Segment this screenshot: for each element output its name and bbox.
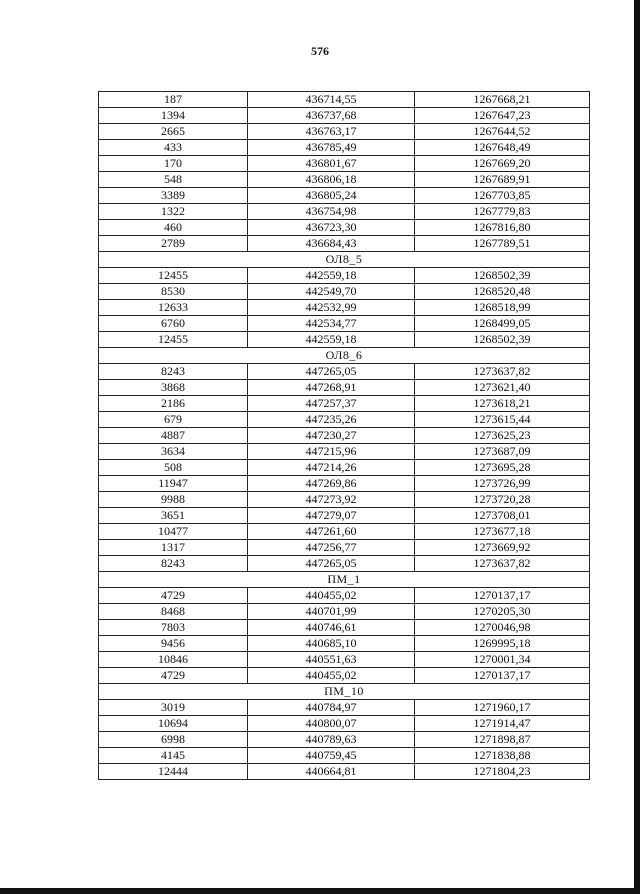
- table-row: [99, 476, 590, 492]
- table-row: [99, 156, 590, 172]
- x-coordinate-cell: 440746,61: [248, 620, 415, 636]
- point-number-cell: 170: [99, 156, 248, 172]
- x-coordinate-cell: 442559,18: [248, 268, 415, 284]
- x-coordinate-cell: 436737,68: [248, 108, 415, 124]
- table-row: [99, 524, 590, 540]
- y-coordinate-cell: 1270137,17: [415, 668, 590, 684]
- y-coordinate-cell: 1273677,18: [415, 524, 590, 540]
- table-row: [99, 236, 590, 252]
- table-row: [99, 748, 590, 764]
- x-coordinate-cell: 436801,67: [248, 156, 415, 172]
- x-coordinate-cell: 447265,05: [248, 364, 415, 380]
- table-row: [99, 588, 590, 604]
- table-row: [99, 556, 590, 572]
- x-coordinate-cell: 440455,02: [248, 588, 415, 604]
- table-row: [99, 460, 590, 476]
- point-number-cell: 548: [99, 172, 248, 188]
- point-number-cell: 2186: [99, 396, 248, 412]
- point-number-cell: 12633: [99, 300, 248, 316]
- table-row: [99, 108, 590, 124]
- y-coordinate-cell: 1268518,99: [415, 300, 590, 316]
- section-header-row: [99, 572, 590, 588]
- table-row: [99, 188, 590, 204]
- table-row: [99, 124, 590, 140]
- x-coordinate-cell: 447230,27: [248, 428, 415, 444]
- table-row: [99, 396, 590, 412]
- section-header-row: [99, 684, 590, 700]
- y-coordinate-cell: 1273621,40: [415, 380, 590, 396]
- table-row: [99, 540, 590, 556]
- y-coordinate-cell: 1270046,98: [415, 620, 590, 636]
- table-row: [99, 204, 590, 220]
- x-coordinate-cell: 447273,92: [248, 492, 415, 508]
- y-coordinate-cell: 1269995,18: [415, 636, 590, 652]
- y-coordinate-cell: 1271804,23: [415, 764, 590, 780]
- x-coordinate-cell: 447279,07: [248, 508, 415, 524]
- x-coordinate-cell: 436763,17: [248, 124, 415, 140]
- point-number-cell: 3389: [99, 188, 248, 204]
- x-coordinate-cell: 447257,37: [248, 396, 415, 412]
- x-coordinate-cell: 440701,99: [248, 604, 415, 620]
- point-number-cell: 9456: [99, 636, 248, 652]
- table-row: [99, 620, 590, 636]
- point-number-cell: 433: [99, 140, 248, 156]
- y-coordinate-cell: 1268499,05: [415, 316, 590, 332]
- point-number-cell: 3634: [99, 444, 248, 460]
- point-number-cell: 6760: [99, 316, 248, 332]
- x-coordinate-cell: 440759,45: [248, 748, 415, 764]
- section-title: ПМ_10: [99, 684, 590, 700]
- y-coordinate-cell: 1273708,01: [415, 508, 590, 524]
- table-row: [99, 284, 590, 300]
- table-row: [99, 380, 590, 396]
- y-coordinate-cell: 1267779,83: [415, 204, 590, 220]
- point-number-cell: 4729: [99, 668, 248, 684]
- x-coordinate-cell: 440551,63: [248, 652, 415, 668]
- table-row: [99, 220, 590, 236]
- y-coordinate-cell: 1267648,49: [415, 140, 590, 156]
- x-coordinate-cell: 442534,77: [248, 316, 415, 332]
- x-coordinate-cell: 436684,43: [248, 236, 415, 252]
- x-coordinate-cell: 440800,07: [248, 716, 415, 732]
- x-coordinate-cell: 447269,86: [248, 476, 415, 492]
- y-coordinate-cell: 1273618,21: [415, 396, 590, 412]
- y-coordinate-cell: 1273695,28: [415, 460, 590, 476]
- y-coordinate-cell: 1273720,28: [415, 492, 590, 508]
- point-number-cell: 1322: [99, 204, 248, 220]
- point-number-cell: 8530: [99, 284, 248, 300]
- point-number-cell: 2665: [99, 124, 248, 140]
- x-coordinate-cell: 436806,18: [248, 172, 415, 188]
- point-number-cell: 8243: [99, 556, 248, 572]
- coordinates-table-body: [99, 92, 590, 780]
- table-row: [99, 604, 590, 620]
- point-number-cell: 9988: [99, 492, 248, 508]
- x-coordinate-cell: 447215,96: [248, 444, 415, 460]
- x-coordinate-cell: 436754,98: [248, 204, 415, 220]
- y-coordinate-cell: 1273669,92: [415, 540, 590, 556]
- x-coordinate-cell: 436714,55: [248, 92, 415, 108]
- x-coordinate-cell: 436805,24: [248, 188, 415, 204]
- y-coordinate-cell: 1268502,39: [415, 332, 590, 348]
- y-coordinate-cell: 1267644,52: [415, 124, 590, 140]
- table-row: [99, 364, 590, 380]
- point-number-cell: 508: [99, 460, 248, 476]
- table-row: [99, 172, 590, 188]
- table-row: [99, 316, 590, 332]
- x-coordinate-cell: 442549,70: [248, 284, 415, 300]
- x-coordinate-cell: 447261,60: [248, 524, 415, 540]
- y-coordinate-cell: 1270001,34: [415, 652, 590, 668]
- y-coordinate-cell: 1273726,99: [415, 476, 590, 492]
- scan-edge-bottom: [0, 888, 640, 894]
- scan-edge-right: [634, 0, 640, 894]
- y-coordinate-cell: 1267703,85: [415, 188, 590, 204]
- table-row: [99, 412, 590, 428]
- y-coordinate-cell: 1271898,87: [415, 732, 590, 748]
- x-coordinate-cell: 440784,97: [248, 700, 415, 716]
- x-coordinate-cell: 436723,30: [248, 220, 415, 236]
- table-row: [99, 140, 590, 156]
- section-header-row: [99, 252, 590, 268]
- point-number-cell: 4729: [99, 588, 248, 604]
- point-number-cell: 3019: [99, 700, 248, 716]
- y-coordinate-cell: 1271960,17: [415, 700, 590, 716]
- section-header-row: [99, 348, 590, 364]
- point-number-cell: 3868: [99, 380, 248, 396]
- y-coordinate-cell: 1273615,44: [415, 412, 590, 428]
- y-coordinate-cell: 1267669,20: [415, 156, 590, 172]
- y-coordinate-cell: 1267647,23: [415, 108, 590, 124]
- section-title: ОЛ8_5: [99, 252, 590, 268]
- section-title: ПМ_1: [99, 572, 590, 588]
- point-number-cell: 4145: [99, 748, 248, 764]
- point-number-cell: 11947: [99, 476, 248, 492]
- y-coordinate-cell: 1273687,09: [415, 444, 590, 460]
- page-number: 576: [311, 44, 329, 58]
- x-coordinate-cell: 447256,77: [248, 540, 415, 556]
- point-number-cell: 460: [99, 220, 248, 236]
- table-row: [99, 508, 590, 524]
- x-coordinate-cell: 442532,99: [248, 300, 415, 316]
- coordinates-table: [98, 91, 590, 780]
- point-number-cell: 187: [99, 92, 248, 108]
- table-row: [99, 716, 590, 732]
- x-coordinate-cell: 447265,05: [248, 556, 415, 572]
- table-row: [99, 444, 590, 460]
- table-row: [99, 764, 590, 780]
- y-coordinate-cell: 1267789,51: [415, 236, 590, 252]
- y-coordinate-cell: 1271914,47: [415, 716, 590, 732]
- table-row: [99, 92, 590, 108]
- table-row: [99, 700, 590, 716]
- point-number-cell: 679: [99, 412, 248, 428]
- table-row: [99, 300, 590, 316]
- table-row: [99, 652, 590, 668]
- x-coordinate-cell: 447235,26: [248, 412, 415, 428]
- table-row: [99, 268, 590, 284]
- point-number-cell: 7803: [99, 620, 248, 636]
- y-coordinate-cell: 1268502,39: [415, 268, 590, 284]
- x-coordinate-cell: 440664,81: [248, 764, 415, 780]
- x-coordinate-cell: 440685,10: [248, 636, 415, 652]
- y-coordinate-cell: 1268520,48: [415, 284, 590, 300]
- point-number-cell: 6998: [99, 732, 248, 748]
- point-number-cell: 2789: [99, 236, 248, 252]
- table-row: [99, 428, 590, 444]
- section-title: ОЛ8_6: [99, 348, 590, 364]
- table-row: [99, 332, 590, 348]
- point-number-cell: 10694: [99, 716, 248, 732]
- y-coordinate-cell: 1273637,82: [415, 364, 590, 380]
- point-number-cell: 1317: [99, 540, 248, 556]
- point-number-cell: 10477: [99, 524, 248, 540]
- x-coordinate-cell: 436785,49: [248, 140, 415, 156]
- table-row: [99, 732, 590, 748]
- y-coordinate-cell: 1270205,30: [415, 604, 590, 620]
- y-coordinate-cell: 1267668,21: [415, 92, 590, 108]
- x-coordinate-cell: 442559,18: [248, 332, 415, 348]
- point-number-cell: 12455: [99, 268, 248, 284]
- point-number-cell: 8468: [99, 604, 248, 620]
- point-number-cell: 12455: [99, 332, 248, 348]
- y-coordinate-cell: 1267816,80: [415, 220, 590, 236]
- point-number-cell: 10846: [99, 652, 248, 668]
- x-coordinate-cell: 440789,63: [248, 732, 415, 748]
- table-row: [99, 668, 590, 684]
- point-number-cell: 3651: [99, 508, 248, 524]
- point-number-cell: 1394: [99, 108, 248, 124]
- y-coordinate-cell: 1271838,88: [415, 748, 590, 764]
- table-row: [99, 636, 590, 652]
- table-row: [99, 492, 590, 508]
- x-coordinate-cell: 440455,02: [248, 668, 415, 684]
- x-coordinate-cell: 447214,26: [248, 460, 415, 476]
- point-number-cell: 12444: [99, 764, 248, 780]
- point-number-cell: 4887: [99, 428, 248, 444]
- y-coordinate-cell: 1267689,91: [415, 172, 590, 188]
- y-coordinate-cell: 1273625,23: [415, 428, 590, 444]
- point-number-cell: 8243: [99, 364, 248, 380]
- y-coordinate-cell: 1273637,82: [415, 556, 590, 572]
- y-coordinate-cell: 1270137,17: [415, 588, 590, 604]
- x-coordinate-cell: 447268,91: [248, 380, 415, 396]
